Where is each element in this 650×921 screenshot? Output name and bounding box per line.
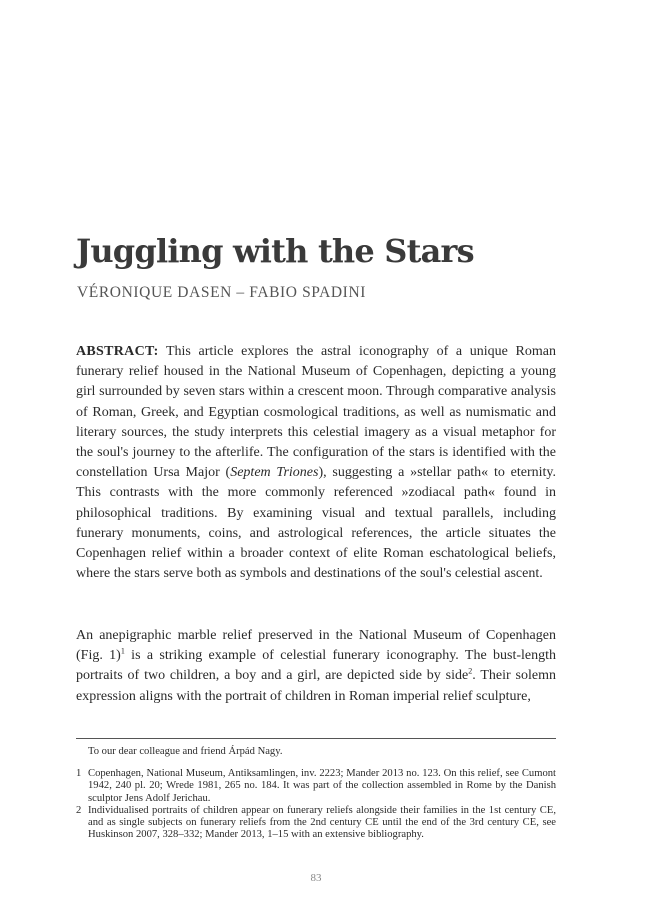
footnote-text: Copenhagen, National Museum, Antiksamlingen, inv. 2223; Mander 2013 no. 123. On this relief, see Cumont 1942, 240 pl. 20; Wrede 1981, 265 no. 184. It was part of the collection assembled in Rome by the Danish sculptor Jens Adolf Jerichau. xyxy=(88,768,556,804)
dedication-note: To our dear colleague and friend Árpád Nagy. xyxy=(88,746,283,757)
abstract-italic-term: Septem Triones xyxy=(230,465,319,481)
footnote-divider xyxy=(76,738,556,739)
footnote-number: 2 xyxy=(76,804,82,816)
footnote-item xyxy=(76,805,556,842)
abstract-label: ABSTRACT: xyxy=(76,344,159,359)
article-authors: VÉRONIQUE DASEN – FABIO SPADINI xyxy=(77,284,367,301)
abstract-text-continued: ), suggesting a »stellar path« to eternity. This contrasts with the more commonly referenced »zodiacal path« found in philosophical traditions. By examining visual and textual parallels, including funerary monuments, coins, and astrological references, the article situates the Copenhagen relief within a broader context of elite Roman eschatological beliefs, where the stars serve both as symbols and destinations of the soul's celestial ascent. xyxy=(76,465,556,582)
article-title: Juggling with the Stars xyxy=(76,232,474,270)
body-paragraph xyxy=(76,626,556,707)
body-text-part-3: . Their solemn expression aligns with the portrait of children in Roman imperial relief sculpture, xyxy=(76,668,556,704)
page-number: 83 xyxy=(310,872,322,884)
footnotes-section xyxy=(76,746,556,841)
footnote-ref-2[interactable]: 2 xyxy=(468,666,473,676)
footnote-text: Individualised portraits of children appear on funerary reliefs alongside their families in the 1st century CE, and as single subjects on funerary reliefs from the 2nd century CE until the end of the 3rd century CE, see Huskinson 2007, 328–332; Mander 2013, 1–15 with an extensive bibliography. xyxy=(88,804,556,841)
abstract-text: This article explores the astral iconography of a unique Roman funerary relief housed in the National Museum of Copenhagen, depicting a young girl surrounded by seven stars within a crescent moon. Through comparative analysis of Roman, Greek, and Egyptian cosmological traditions, as well as numismatic and literary sources, the study interprets this celestial imagery as a visual metaphor for the soul's journey to the afterlife. The configuration of the stars is identified with the constellation Ursa Major ( xyxy=(76,344,556,481)
abstract-paragraph xyxy=(76,342,556,584)
footnote-ref-1[interactable]: 1 xyxy=(120,646,125,656)
footnote-item xyxy=(76,768,556,805)
footnote-number: 1 xyxy=(76,768,82,780)
body-text-part-1: An anepigraphic marble relief preserved in the National Museum of Copenhagen (Fig. 1) xyxy=(76,628,556,664)
body-text-part-2: is a striking example of celestial funerary iconography. The bust-length portraits of two children, a boy and a girl, are depicted side by side xyxy=(76,648,556,684)
